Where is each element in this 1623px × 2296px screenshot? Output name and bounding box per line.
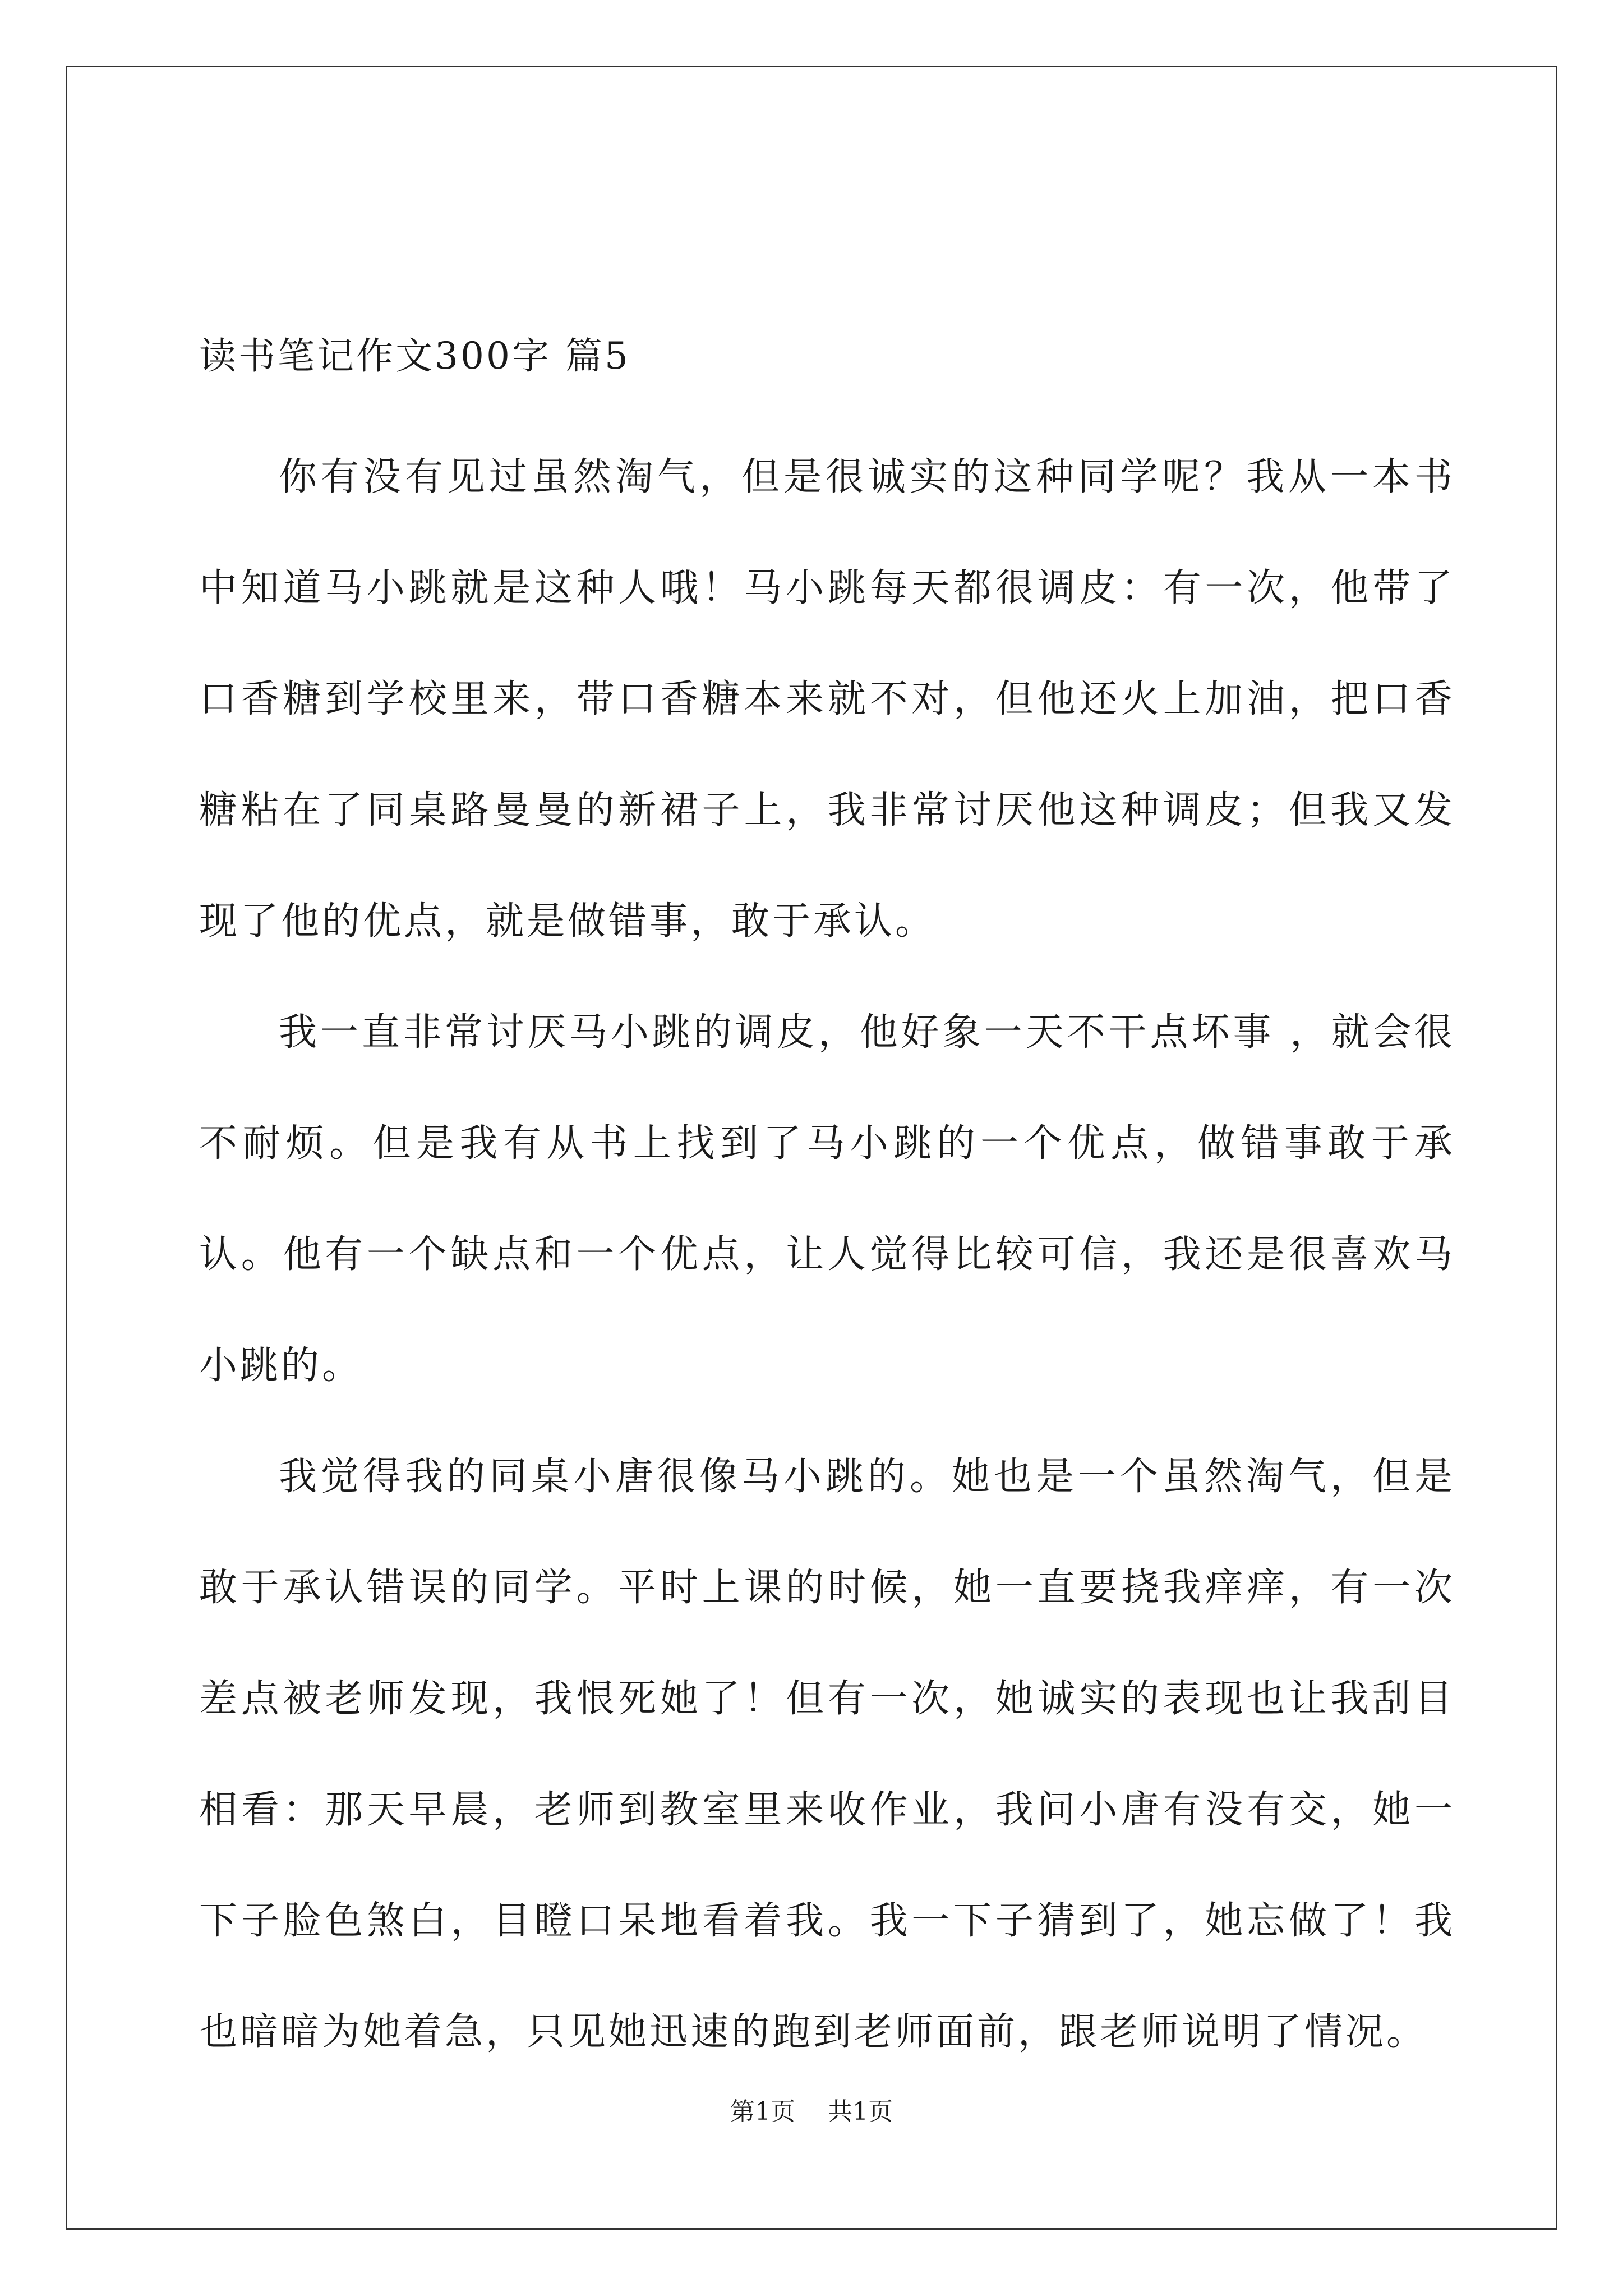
paragraph-1: 你有没有见过虽然淘气，但是很诚实的这种同学呢？我从一本书中知道马小跳就是这种人哦！马小跳每天都很调皮：有一次，他带了口香糖到学校里来，带口香糖本来就不对，但他还火上加油，把口香糖粘在了同桌路曼曼的新裙子上，我非常讨厌他这种调皮；但我又发现了他的优点，就是做错事，敢于承认。 (199, 455, 1455, 944)
paragraph-3: 我觉得我的同桌小唐很像马小跳的。她也是一个虽然淘气，但是敢于承认错误的同学。平时上课的时候，她一直要挠我痒痒，有一次差点被老师发现，我恨死她了！但有一次，她诚实的表现也让我刮目相看：那天早晨，老师到教室里来收作业，我问小唐有没有交，她一下子脸色煞白，目瞪口呆地看着我。我一下子猜到了，她忘做了！我也暗暗为她着急，只见她迅速的跑到老师面前，跟老师说明了情况。 (199, 1455, 1455, 2054)
page-number-current: 第1页 (730, 2097, 795, 2126)
document-title: 读书笔记作文300字 篇5 (199, 334, 630, 378)
page-footer (0, 2095, 1623, 2129)
document-body (199, 325, 1455, 2088)
paragraph-2: 我一直非常讨厌马小跳的调皮，他好象一天不干点坏事 ，就会很不耐烦。但是我有从书上找到了马小跳的一个优点，做错事敢于承认。他有一个缺点和一个优点，让人觉得比较可信，我还是很喜欢马小跳的。 (199, 1010, 1455, 1388)
page-number-total: 共1页 (828, 2097, 893, 2126)
